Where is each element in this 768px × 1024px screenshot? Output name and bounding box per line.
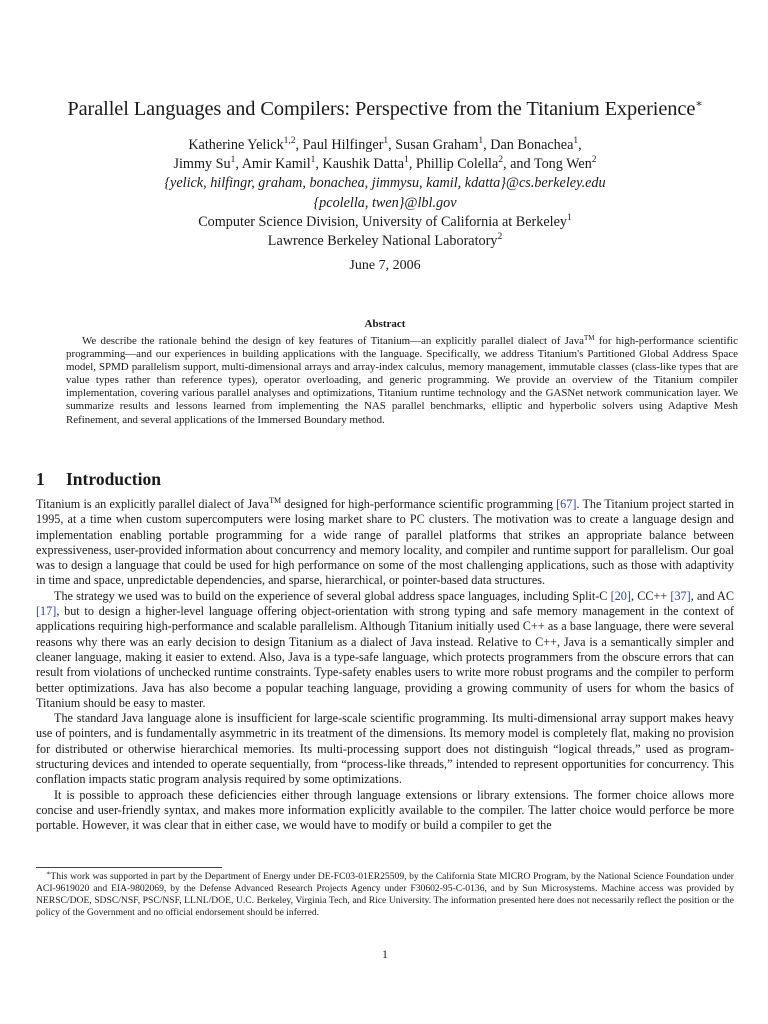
authors-line-1: Katherine Yelick$^{1,2}$, Paul Hilfinger$^1$, Susan Graham$^1$, Dan Bonachea$^1$, xyxy=(188,136,582,153)
page-number: 1 xyxy=(382,947,388,961)
affiliation-lbl xyxy=(36,232,734,251)
paragraph-3: The standard Java language alone is insufficient for large-scale scientific programming. Its multi-dimensional array support makes heavy use of pointers, and is fundamentally asymmetric in its treatment of the dimensions. Its memory model is completely flat, making no provision for distributed or otherwise hierarchical memories. Its multi-processing support does not distinguish “logical threads,” used as program-structuring devices and intended to operate sequentially, from “process-like threads,” intended to represent opportunities for concurrency. This conflation impacts static program analysis required by some optimizations. xyxy=(36,711,734,787)
title-text: Parallel Languages and Compilers: Perspective from the Titanium Experience xyxy=(67,98,696,120)
author-affiliation-mark: 2 xyxy=(591,155,597,166)
affiliation-berkeley xyxy=(36,213,734,232)
section-title: Introduction xyxy=(66,469,161,489)
citation-link[interactable]: [20] xyxy=(610,588,631,603)
author-name: and Tong Wen xyxy=(510,156,592,173)
trademark-mark: TM xyxy=(269,496,282,505)
author-name: Phillip Colella xyxy=(415,156,499,173)
paragraph-text: , and AC xyxy=(690,588,734,603)
paragraph-text: designed for high-performance scientific programming xyxy=(281,497,557,511)
author-name: Katherine Yelick xyxy=(188,137,284,153)
paper-title xyxy=(36,97,734,121)
paragraph-2 xyxy=(36,589,734,711)
author-affiliation-mark: 1 xyxy=(383,136,389,146)
affiliation-mark: 1 xyxy=(567,212,572,223)
author-block xyxy=(36,136,734,251)
affiliation-mark: 2 xyxy=(497,232,503,243)
author-name: Dan Bonachea xyxy=(490,137,574,153)
citation-link[interactable]: [17] xyxy=(36,604,57,619)
paragraph-text: The strategy we used was to build on the experience of several global address space languages, including Split-C xyxy=(54,588,611,603)
affiliation-text: Lawrence Berkeley National Laboratory xyxy=(267,233,498,250)
author-affiliation-mark: 1 xyxy=(310,155,316,166)
author-name: Amir Kamil xyxy=(241,156,311,173)
paragraph-1 xyxy=(36,497,734,589)
author-affiliation-mark: 1,2 xyxy=(283,136,296,146)
abstract-part: We describe the rationale behind the design of key features of Titanium—an explicitly parallel dialect of Java xyxy=(82,335,584,347)
author-affiliation-mark: 1 xyxy=(404,155,409,166)
author-email-berkeley: {yelick, hilfingr, graham, bonachea, jimmysu, kamil, kdatta}@cs.berkeley.edu xyxy=(164,175,606,192)
author-name: Paul Hilfinger xyxy=(302,137,384,153)
author-affiliation-mark: 1 xyxy=(230,155,236,166)
author-name: Kaushik Datta xyxy=(322,156,405,173)
paper-date: June 7, 2006 xyxy=(349,258,421,273)
author-affiliation-mark: 1 xyxy=(478,136,484,146)
body-text xyxy=(36,497,734,834)
citation-link[interactable]: [37] xyxy=(670,588,691,603)
title-footnote-mark: ∗ xyxy=(695,98,703,110)
section-number: 1 xyxy=(36,469,45,489)
paragraph-text: , CC++ xyxy=(630,588,671,603)
section-heading-introduction xyxy=(36,469,161,490)
paragraph-text: Titanium is an explicitly parallel dialect of Java xyxy=(36,497,270,511)
footnote xyxy=(36,871,734,919)
footnote-text: This work was supported in part by the Department of Energy under DE-FC03-01ER25509, by the California State MICRO Program, by the National Science Foundation under ACI-9619020 and EIA-9802069, by the Defense Advanced Research Projects Agency under F30602-95-C-0136, and by Sun Microsystems. Machine access was provided by NERSC/DOE, SDSC/NSF, PSC/NSF, LLNL/DOE, U.C. Berkeley, Virginia Tech, and Rice University. The information presented here does not necessarily reflect the position or the policy of the Government and no official endorsement should be inferred. xyxy=(36,871,734,918)
paragraph-text: , but to design a higher-level language offering object-orientation with strong typing and safe memory management in the context of applications requiring high-performance and scalable parallelism. Although Titanium initially used C++ as a base language, there were several reasons why there was an early decision to design Titanium as a dialect of Java instead. Relative to C++, Java is a semantically simpler and cleaner language, making it easier to extend. Also, Java is a type-safe language, which protects programmers from the obscure errors that can result from violations of unchecked runtime constraints. Type-safety enables users to write more robust programs and the compiler to perform better optimizations. Java has also become a popular teaching language, providing a growing community of users for whom the basics of Titanium should be easy to master. xyxy=(36,604,734,710)
footnote-mark: ∗ xyxy=(46,870,51,877)
abstract-part: for high-performance scientific programming—and our experiences in building applications with the language. Specifically, we address Titanium's Partitioned Global Address Space model, SPMD parallelism support, multi-dimensional arrays and array-index calculus, memory management, immutable classes (class-like types that are value types rather than reference types), operator overloading, and generic programming. We provide an overview of the Titanium compiler implementation, covering various parallel analyses and optimizations, Titanium runtime technology and the GASNet network communication layer. We summarize results and lessons learned from implementing the NAS parallel benchmarks, elliptic and hyperbolic solvers using Adaptive Mesh Refinement, and several applications of the Immersed Boundary method. xyxy=(66,335,738,426)
author-affiliation-mark: 1 xyxy=(573,136,579,146)
author-name: Jimmy Su xyxy=(173,156,231,173)
paragraph-text: . The Titanium project started in 1995, at a time when custom supercomputers were losing market share to PC clusters. The motivation was to create a language design and implementation enabling portable programming for a wide range of parallel platforms that strikes an appropriate balance between expressiveness, user-provided information about concurrency and memory locality, and compiler and runtime support for parallelism. Our goal was to design a language that could be used for high performance on some of the most challenging applications, such as those with adaptivity in time and space, unpredictable dependencies, and sparse, hierarchical, or pointer-based data structures. xyxy=(36,497,735,588)
authors-line-2: Jimmy Su$^1$, Amir Kamil$^1$, Kaushik Datta$^1$, Phillip Colella$^2$, and Tong Wen$^2$ xyxy=(173,155,597,173)
author-affiliation-mark: 2 xyxy=(498,155,504,166)
abstract-heading: Abstract xyxy=(364,318,406,330)
paragraph-4: It is possible to approach these deficiencies either through language extensions or library extensions. The former choice allows more concise and user-friendly syntax, and makes more information explicitly available to the compiler. The latter choice would perforce be more portable. However, it was clear that in either case, we would have to modify or build a compiler to get the xyxy=(36,787,734,833)
author-name: Susan Graham xyxy=(395,137,479,153)
footnote-rule xyxy=(36,867,222,868)
trademark-mark: TM xyxy=(584,334,595,342)
abstract-text xyxy=(66,335,738,427)
affiliation-text: Computer Science Division, University of California at Berkeley xyxy=(198,213,568,230)
author-email-lbl: {pcolella, twen}@lbl.gov xyxy=(313,194,457,211)
citation-link[interactable]: [67] xyxy=(556,497,577,511)
